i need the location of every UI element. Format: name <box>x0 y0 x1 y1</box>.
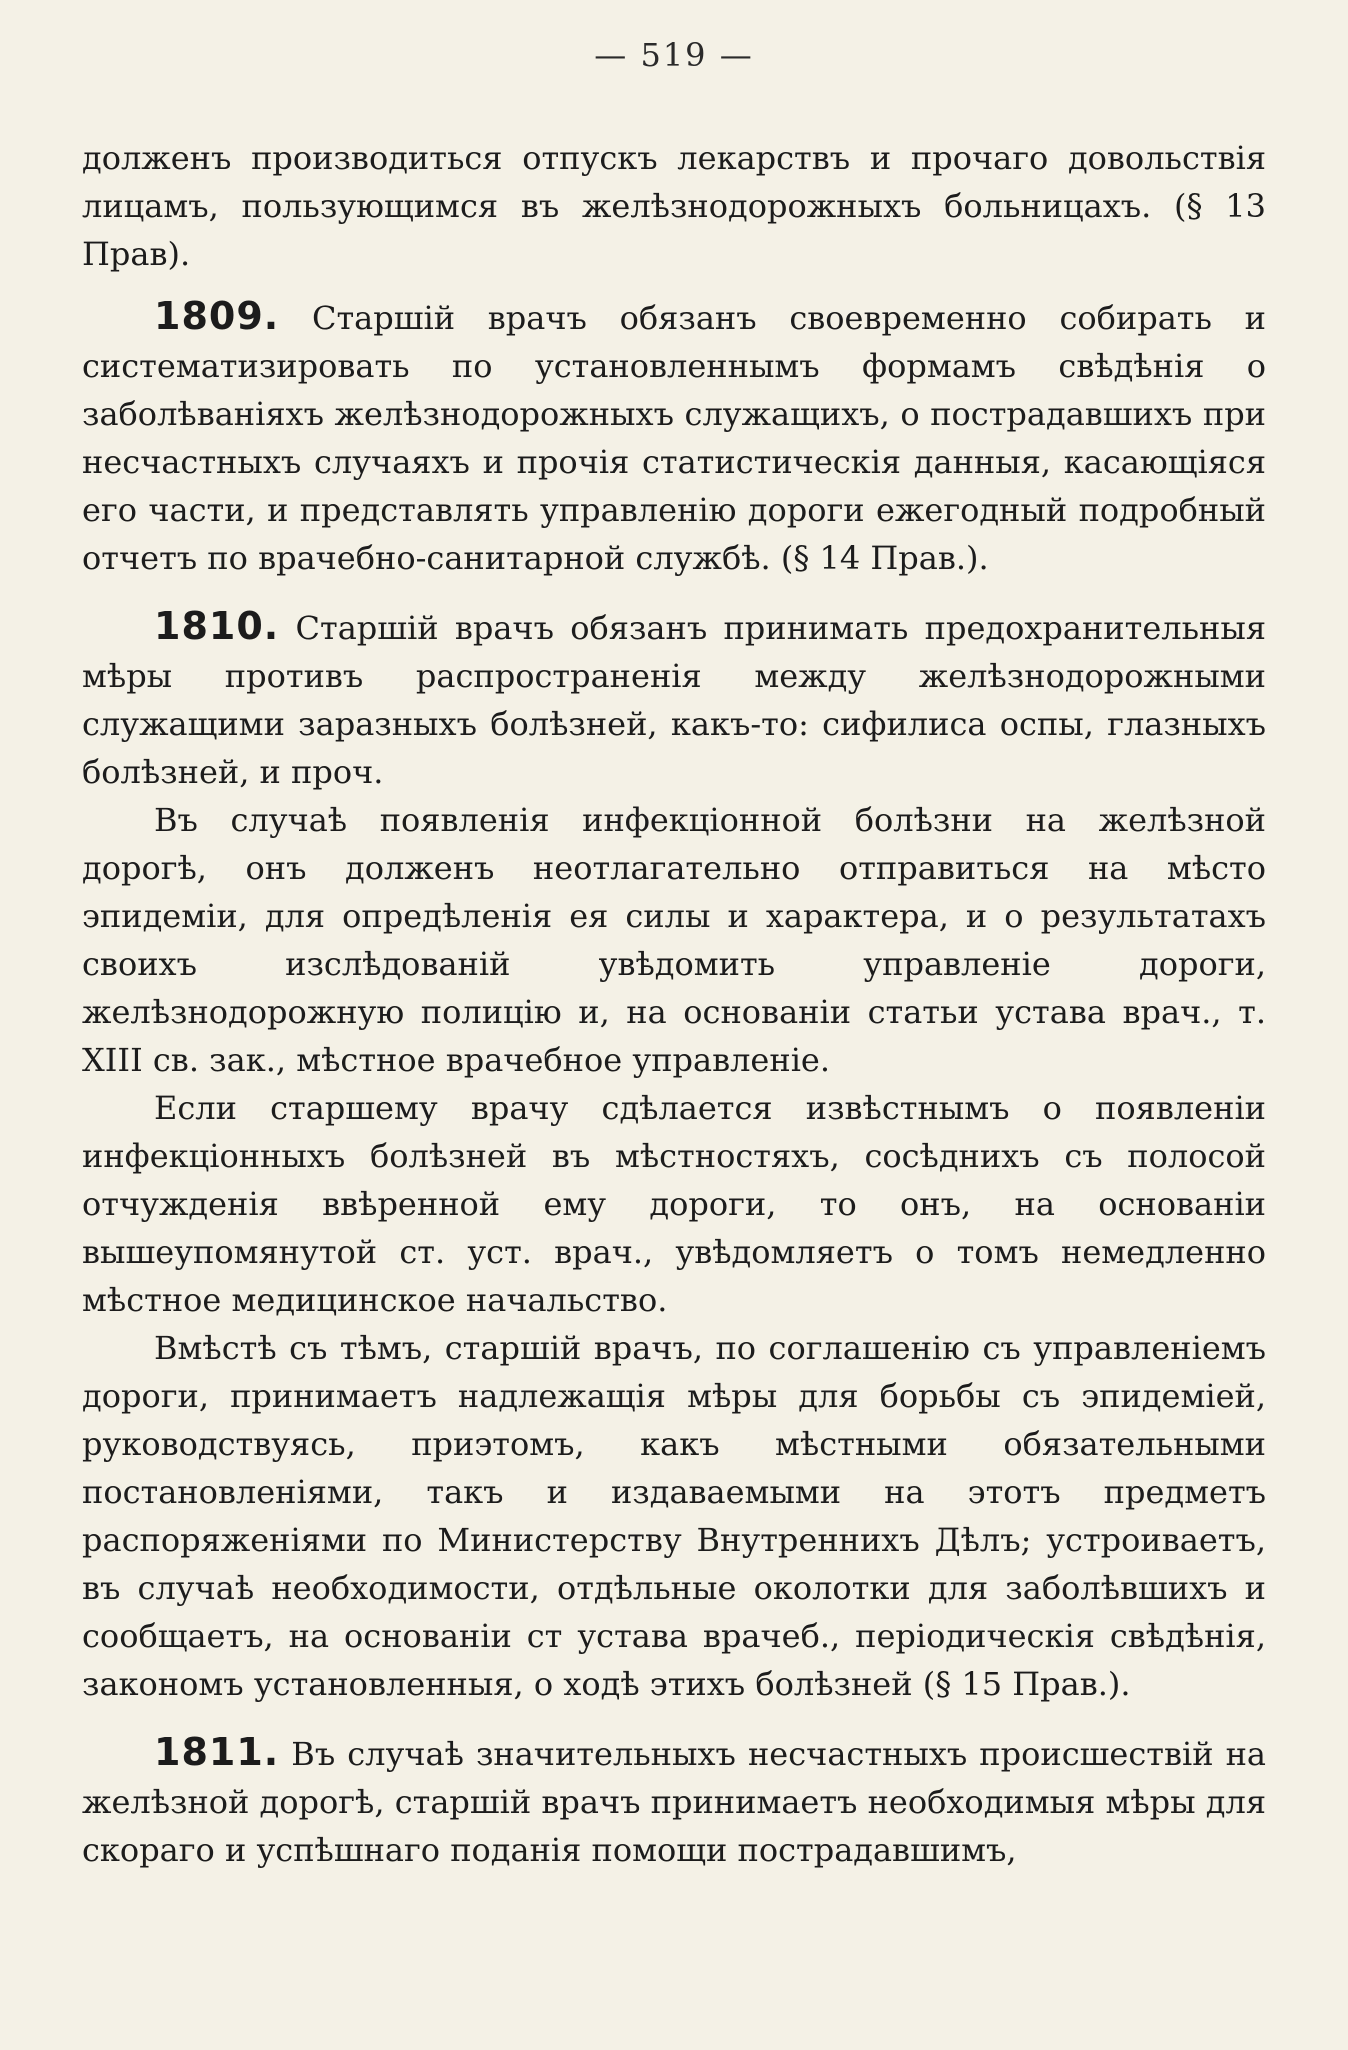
paragraph-text: долженъ производиться отпускъ лекарствъ и прочаго довольствія лицамъ, пользующимся въ желѣзнодорожныхъ больницахъ. (§ 13 Прав). <box>82 139 1266 273</box>
article-number: 1809. <box>154 294 280 338</box>
article-number: 1810. <box>154 604 280 648</box>
paragraph-text: Въ случаѣ значительныхъ несчастныхъ происшествій на желѣзной дорогѣ, старшій врачъ принимаетъ необходимыя мѣры для скораго и успѣшнаго поданія помощи пострадавшимъ, <box>82 1735 1267 1869</box>
paragraph-continuation <box>82 134 1266 278</box>
paragraph-text: Въ случаѣ появленія инфекціонной болѣзни на желѣзной дорогѣ, онъ долженъ неотлагательно отправиться на мѣсто эпидеміи, для опредѣленія ея силы и характера, и о результатахъ своихъ изслѣдованій увѣдомить управленіе дороги, желѣзнодорожную полицію и, на основаніи статьи устава врач., т. XIII св. зак., мѣстное врачебное управленіе. <box>82 801 1266 1079</box>
article-number: 1811. <box>154 1730 280 1774</box>
paragraph-text: Старшій врачъ обязанъ своевременно собирать и систематизировать по установленнымъ формамъ свѣдѣнія о заболѣваніяхъ желѣзнодорожныхъ служащихъ, о пострадавшихъ при несчастныхъ случаяхъ и прочія статистическія данныя, касающіяся его части, и представлять управленію дороги ежегодный подробный отчетъ по врачебно-санитарной службѣ. (§ 14 Прав.). <box>82 299 1267 577</box>
paragraph-text: Если старшему врачу сдѣлается извѣстнымъ о появленіи инфекціонныхъ болѣзней въ мѣстностяхъ, сосѣднихъ съ полосой отчужденія ввѣренной ему дороги, то онъ, на основаніи вышеупомянутой ст. уст. врач., увѣдомляетъ о томъ немедленно мѣстное медицинское начальство. <box>82 1089 1266 1319</box>
article-1809 <box>82 292 1266 582</box>
paragraph-text: Вмѣстѣ съ тѣмъ, старшій врачъ, по соглашенію съ управленіемъ дороги, принимаетъ надлежащія мѣры для борьбы съ эпидеміей, руководствуясь, приэтомъ, какъ мѣстными обязательными постановленіями, такъ и издаваемыми на этотъ предметъ распоряженіями по Министерству Внутреннихъ Дѣлъ; устроиваетъ, въ случаѣ необходимости, отдѣльные околотки для заболѣвшихъ и сообщаетъ, на основаніи ст устава врачеб., періодическія свѣдѣнія, закономъ установленныя, о ходѣ этихъ болѣзней (§ 15 Прав.). <box>82 1329 1266 1703</box>
article-1810 <box>82 602 1266 796</box>
page-number: — 519 — <box>594 36 754 74</box>
paragraph-text: Старшій врачъ обязанъ принимать предохранительныя мѣры противъ распространенія между желѣзнодорожными служащими заразныхъ болѣзней, какъ-то: сифилиса оспы, глазныхъ болѣзней, и проч. <box>82 609 1267 791</box>
paragraph-measures <box>82 1324 1266 1708</box>
paragraph-neighboring-areas <box>82 1084 1266 1324</box>
paragraph-epidemic <box>82 796 1266 1084</box>
article-1811 <box>82 1728 1266 1874</box>
